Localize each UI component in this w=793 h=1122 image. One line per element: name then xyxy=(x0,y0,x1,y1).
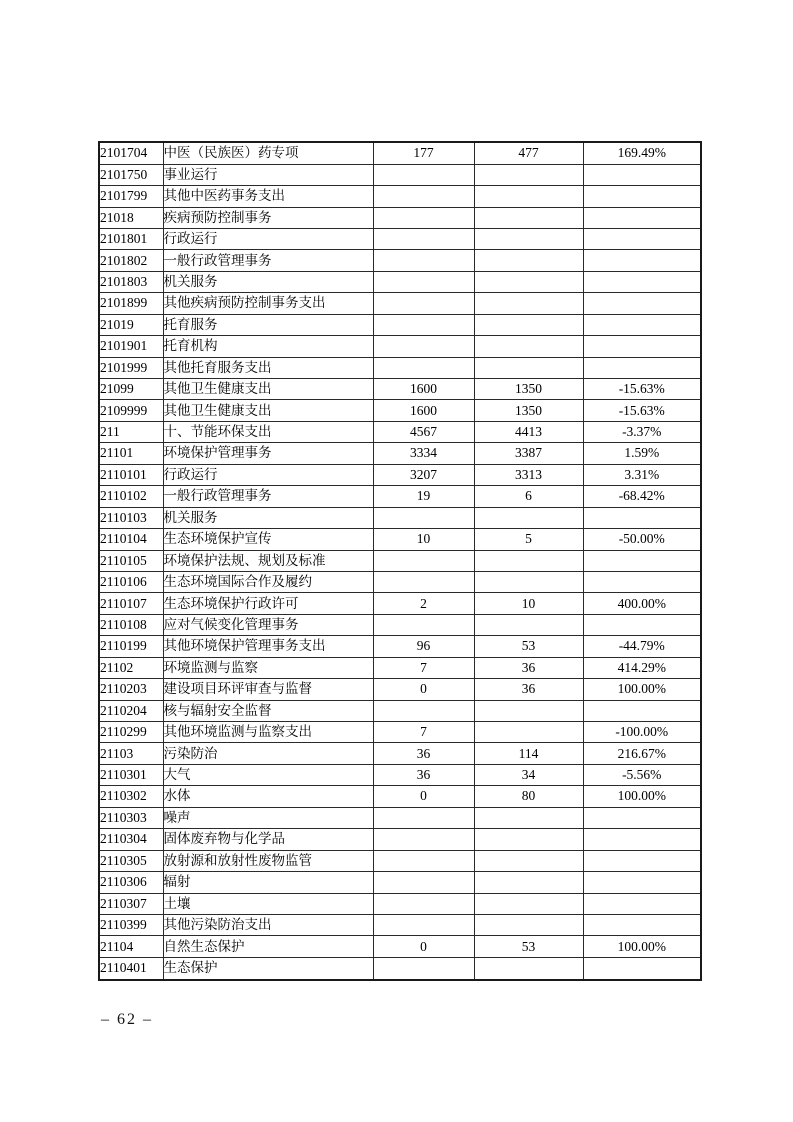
table-row xyxy=(99,357,701,378)
cell-name: 环境监测与监察 xyxy=(163,657,373,678)
cell-change-pct: 216.67% xyxy=(583,743,701,764)
cell-change-pct: -15.63% xyxy=(583,400,701,421)
cell-amount-prev: 10 xyxy=(373,529,474,550)
table-row xyxy=(99,421,701,442)
cell-code: 2110305 xyxy=(99,850,163,871)
cell-amount-curr xyxy=(474,614,583,635)
cell-amount-curr: 53 xyxy=(474,936,583,957)
cell-name: 土壤 xyxy=(163,893,373,914)
cell-amount-curr xyxy=(474,872,583,893)
cell-amount-curr xyxy=(474,293,583,314)
cell-name: 中医（民族医）药专项 xyxy=(163,142,373,164)
cell-code: 21104 xyxy=(99,936,163,957)
cell-name: 事业运行 xyxy=(163,164,373,185)
cell-name: 其他卫生健康支出 xyxy=(163,400,373,421)
cell-name: 十、节能环保支出 xyxy=(163,421,373,442)
cell-code: 2110105 xyxy=(99,550,163,571)
cell-change-pct xyxy=(583,614,701,635)
table-row xyxy=(99,593,701,614)
cell-change-pct: -3.37% xyxy=(583,421,701,442)
table-row xyxy=(99,743,701,764)
table-row xyxy=(99,293,701,314)
table-row xyxy=(99,679,701,700)
cell-change-pct xyxy=(583,507,701,528)
cell-amount-curr: 114 xyxy=(474,743,583,764)
table-row xyxy=(99,314,701,335)
cell-code: 2101802 xyxy=(99,250,163,271)
cell-amount-curr xyxy=(474,250,583,271)
cell-change-pct: -100.00% xyxy=(583,722,701,743)
table-row xyxy=(99,142,701,164)
cell-change-pct xyxy=(583,700,701,721)
cell-change-pct: -68.42% xyxy=(583,486,701,507)
table-row xyxy=(99,250,701,271)
cell-name: 生态环境国际合作及履约 xyxy=(163,571,373,592)
cell-change-pct xyxy=(583,228,701,249)
cell-amount-curr xyxy=(474,571,583,592)
cell-amount-prev xyxy=(373,271,474,292)
table-row xyxy=(99,914,701,935)
cell-code: 2101750 xyxy=(99,164,163,185)
table-row xyxy=(99,722,701,743)
cell-code: 2101801 xyxy=(99,228,163,249)
cell-amount-curr: 1350 xyxy=(474,400,583,421)
page-number: – 62 – xyxy=(101,1011,153,1028)
cell-amount-curr xyxy=(474,336,583,357)
table-row xyxy=(99,464,701,485)
cell-code: 2109999 xyxy=(99,400,163,421)
cell-code: 2110107 xyxy=(99,593,163,614)
cell-code: 2110203 xyxy=(99,679,163,700)
cell-code: 2110304 xyxy=(99,829,163,850)
cell-amount-curr: 3387 xyxy=(474,443,583,464)
cell-code: 2101899 xyxy=(99,293,163,314)
cell-name: 放射源和放射性废物监管 xyxy=(163,850,373,871)
cell-change-pct xyxy=(583,914,701,935)
table-row xyxy=(99,486,701,507)
cell-code: 2110307 xyxy=(99,893,163,914)
cell-change-pct xyxy=(583,336,701,357)
cell-amount-curr xyxy=(474,807,583,828)
cell-amount-curr xyxy=(474,314,583,335)
cell-amount-curr: 477 xyxy=(474,142,583,164)
cell-name: 托育服务 xyxy=(163,314,373,335)
cell-change-pct: 169.49% xyxy=(583,142,701,164)
cell-name: 环境保护法规、规划及标准 xyxy=(163,550,373,571)
table-row xyxy=(99,571,701,592)
cell-amount-prev: 4567 xyxy=(373,421,474,442)
cell-amount-prev: 0 xyxy=(373,786,474,807)
table-row xyxy=(99,893,701,914)
cell-amount-prev: 1600 xyxy=(373,379,474,400)
cell-name: 生态环境保护行政许可 xyxy=(163,593,373,614)
cell-name: 建设项目环评审查与监督 xyxy=(163,679,373,700)
cell-amount-prev: 1600 xyxy=(373,400,474,421)
cell-change-pct xyxy=(583,314,701,335)
table-row xyxy=(99,957,701,980)
cell-amount-curr: 4413 xyxy=(474,421,583,442)
cell-code: 21018 xyxy=(99,207,163,228)
cell-change-pct xyxy=(583,957,701,980)
cell-change-pct xyxy=(583,250,701,271)
cell-code: 2110102 xyxy=(99,486,163,507)
cell-name: 自然生态保护 xyxy=(163,936,373,957)
cell-amount-curr: 5 xyxy=(474,529,583,550)
cell-amount-prev: 96 xyxy=(373,636,474,657)
cell-amount-prev: 3334 xyxy=(373,443,474,464)
table-row xyxy=(99,529,701,550)
cell-amount-prev xyxy=(373,250,474,271)
cell-amount-prev: 7 xyxy=(373,657,474,678)
cell-code: 2101999 xyxy=(99,357,163,378)
cell-code: 2110104 xyxy=(99,529,163,550)
cell-code: 21099 xyxy=(99,379,163,400)
cell-amount-prev xyxy=(373,700,474,721)
table-row xyxy=(99,379,701,400)
cell-name: 机关服务 xyxy=(163,507,373,528)
cell-change-pct xyxy=(583,550,701,571)
table-row xyxy=(99,164,701,185)
table-row xyxy=(99,850,701,871)
cell-change-pct: 3.31% xyxy=(583,464,701,485)
table-row xyxy=(99,829,701,850)
table-row xyxy=(99,636,701,657)
table-row xyxy=(99,507,701,528)
cell-amount-prev xyxy=(373,914,474,935)
cell-amount-prev xyxy=(373,314,474,335)
cell-name: 其他中医药事务支出 xyxy=(163,186,373,207)
cell-name: 生态保护 xyxy=(163,957,373,980)
cell-amount-curr: 3313 xyxy=(474,464,583,485)
cell-name: 生态环境保护宣传 xyxy=(163,529,373,550)
cell-change-pct: 100.00% xyxy=(583,936,701,957)
table-row xyxy=(99,336,701,357)
cell-amount-curr xyxy=(474,507,583,528)
cell-code: 21101 xyxy=(99,443,163,464)
cell-code: 21019 xyxy=(99,314,163,335)
cell-amount-prev xyxy=(373,571,474,592)
cell-name: 大气 xyxy=(163,764,373,785)
cell-change-pct xyxy=(583,207,701,228)
cell-change-pct: 1.59% xyxy=(583,443,701,464)
cell-name: 其他托育服务支出 xyxy=(163,357,373,378)
cell-amount-prev xyxy=(373,807,474,828)
cell-name: 应对气候变化管理事务 xyxy=(163,614,373,635)
cell-name: 其他环境保护管理事务支出 xyxy=(163,636,373,657)
cell-amount-curr xyxy=(474,957,583,980)
cell-amount-prev: 36 xyxy=(373,743,474,764)
cell-change-pct: -44.79% xyxy=(583,636,701,657)
cell-code: 2110106 xyxy=(99,571,163,592)
cell-name: 一般行政管理事务 xyxy=(163,250,373,271)
table-row xyxy=(99,207,701,228)
cell-name: 托育机构 xyxy=(163,336,373,357)
cell-code: 2110204 xyxy=(99,700,163,721)
cell-name: 机关服务 xyxy=(163,271,373,292)
cell-name: 其他环境监测与监察支出 xyxy=(163,722,373,743)
cell-code: 2110306 xyxy=(99,872,163,893)
cell-name: 一般行政管理事务 xyxy=(163,486,373,507)
cell-amount-prev xyxy=(373,293,474,314)
cell-code: 2110199 xyxy=(99,636,163,657)
cell-code: 2101704 xyxy=(99,142,163,164)
table-row xyxy=(99,550,701,571)
cell-amount-prev xyxy=(373,550,474,571)
cell-code: 21102 xyxy=(99,657,163,678)
cell-name: 其他污染防治支出 xyxy=(163,914,373,935)
cell-amount-prev: 177 xyxy=(373,142,474,164)
cell-code: 2101799 xyxy=(99,186,163,207)
cell-amount-curr xyxy=(474,271,583,292)
cell-name: 污染防治 xyxy=(163,743,373,764)
table-row xyxy=(99,271,701,292)
cell-amount-prev xyxy=(373,186,474,207)
cell-change-pct: -15.63% xyxy=(583,379,701,400)
cell-amount-prev: 19 xyxy=(373,486,474,507)
table-row xyxy=(99,764,701,785)
cell-change-pct xyxy=(583,807,701,828)
cell-change-pct xyxy=(583,293,701,314)
cell-name: 行政运行 xyxy=(163,228,373,249)
cell-name: 其他疾病预防控制事务支出 xyxy=(163,293,373,314)
cell-change-pct xyxy=(583,357,701,378)
budget-table xyxy=(98,141,702,981)
cell-amount-curr xyxy=(474,207,583,228)
cell-amount-curr: 36 xyxy=(474,657,583,678)
cell-name: 核与辐射安全监督 xyxy=(163,700,373,721)
cell-amount-prev: 3207 xyxy=(373,464,474,485)
cell-name: 其他卫生健康支出 xyxy=(163,379,373,400)
cell-code: 2110101 xyxy=(99,464,163,485)
table-row xyxy=(99,936,701,957)
cell-amount-curr xyxy=(474,164,583,185)
cell-amount-prev xyxy=(373,872,474,893)
cell-amount-curr xyxy=(474,228,583,249)
cell-amount-prev xyxy=(373,357,474,378)
cell-amount-curr xyxy=(474,893,583,914)
cell-change-pct xyxy=(583,571,701,592)
cell-change-pct xyxy=(583,850,701,871)
table-row xyxy=(99,700,701,721)
cell-code: 211 xyxy=(99,421,163,442)
cell-amount-prev xyxy=(373,850,474,871)
cell-change-pct xyxy=(583,829,701,850)
cell-amount-prev: 0 xyxy=(373,936,474,957)
cell-change-pct: 400.00% xyxy=(583,593,701,614)
cell-amount-prev: 36 xyxy=(373,764,474,785)
table-row xyxy=(99,786,701,807)
cell-change-pct xyxy=(583,872,701,893)
cell-change-pct: 100.00% xyxy=(583,786,701,807)
cell-amount-prev xyxy=(373,164,474,185)
cell-amount-prev xyxy=(373,957,474,980)
table-row xyxy=(99,443,701,464)
cell-amount-prev: 2 xyxy=(373,593,474,614)
cell-amount-prev xyxy=(373,207,474,228)
cell-code: 2110103 xyxy=(99,507,163,528)
cell-code: 2110108 xyxy=(99,614,163,635)
cell-amount-curr: 36 xyxy=(474,679,583,700)
table-row xyxy=(99,186,701,207)
cell-amount-curr xyxy=(474,722,583,743)
cell-change-pct xyxy=(583,893,701,914)
cell-name: 疾病预防控制事务 xyxy=(163,207,373,228)
cell-code: 2110302 xyxy=(99,786,163,807)
cell-code: 2110401 xyxy=(99,957,163,980)
cell-amount-prev xyxy=(373,614,474,635)
cell-code: 2110399 xyxy=(99,914,163,935)
cell-code: 2101901 xyxy=(99,336,163,357)
budget-table-body xyxy=(99,142,701,980)
cell-amount-curr xyxy=(474,186,583,207)
cell-change-pct: 100.00% xyxy=(583,679,701,700)
cell-name: 辐射 xyxy=(163,872,373,893)
table-row xyxy=(99,657,701,678)
cell-name: 行政运行 xyxy=(163,464,373,485)
cell-amount-curr xyxy=(474,829,583,850)
cell-amount-curr xyxy=(474,700,583,721)
cell-change-pct: -5.56% xyxy=(583,764,701,785)
cell-code: 2110299 xyxy=(99,722,163,743)
cell-change-pct: -50.00% xyxy=(583,529,701,550)
cell-amount-prev xyxy=(373,507,474,528)
cell-code: 2101803 xyxy=(99,271,163,292)
table-row xyxy=(99,228,701,249)
cell-name: 环境保护管理事务 xyxy=(163,443,373,464)
cell-code: 2110301 xyxy=(99,764,163,785)
cell-change-pct: 414.29% xyxy=(583,657,701,678)
cell-amount-curr xyxy=(474,550,583,571)
cell-change-pct xyxy=(583,271,701,292)
cell-amount-prev xyxy=(373,336,474,357)
table-row xyxy=(99,400,701,421)
cell-amount-curr: 10 xyxy=(474,593,583,614)
cell-name: 固体废弃物与化学品 xyxy=(163,829,373,850)
cell-amount-curr: 1350 xyxy=(474,379,583,400)
cell-amount-curr xyxy=(474,850,583,871)
table-row xyxy=(99,872,701,893)
cell-change-pct xyxy=(583,164,701,185)
cell-amount-curr: 6 xyxy=(474,486,583,507)
cell-amount-curr xyxy=(474,914,583,935)
cell-amount-prev: 0 xyxy=(373,679,474,700)
cell-change-pct xyxy=(583,186,701,207)
cell-amount-curr: 34 xyxy=(474,764,583,785)
cell-amount-prev xyxy=(373,829,474,850)
cell-amount-curr: 53 xyxy=(474,636,583,657)
cell-code: 21103 xyxy=(99,743,163,764)
cell-name: 噪声 xyxy=(163,807,373,828)
cell-code: 2110303 xyxy=(99,807,163,828)
cell-name: 水体 xyxy=(163,786,373,807)
cell-amount-curr xyxy=(474,357,583,378)
table-row xyxy=(99,807,701,828)
cell-amount-prev xyxy=(373,893,474,914)
table-row xyxy=(99,614,701,635)
cell-amount-prev xyxy=(373,228,474,249)
cell-amount-curr: 80 xyxy=(474,786,583,807)
cell-amount-prev: 7 xyxy=(373,722,474,743)
